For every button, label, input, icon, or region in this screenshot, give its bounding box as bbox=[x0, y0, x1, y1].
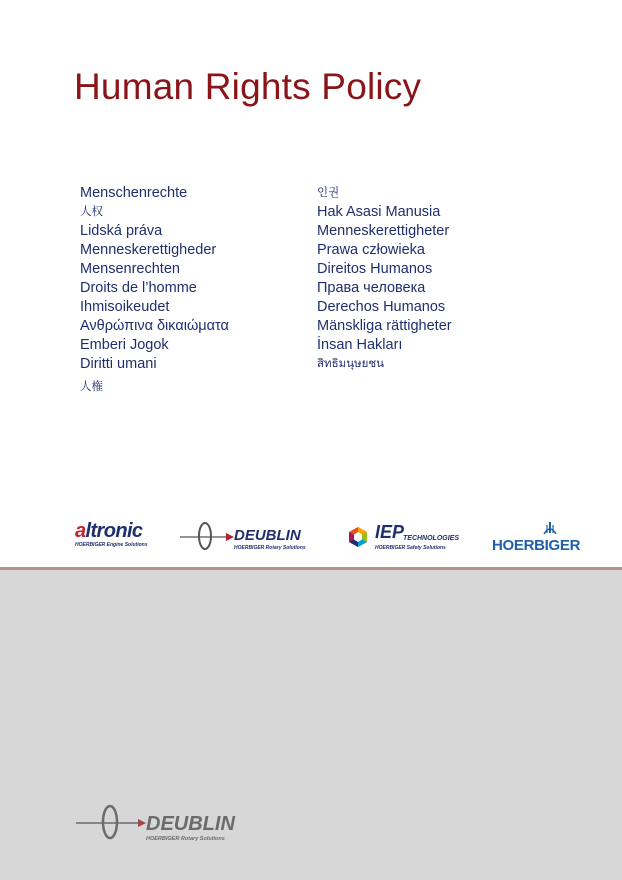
term-item: Menneskerettigheder bbox=[80, 242, 217, 258]
deublin-mark-icon bbox=[180, 518, 234, 554]
term-item: Emberi Jogok bbox=[80, 337, 169, 353]
left-terms-column bbox=[80, 184, 229, 397]
altronic-logo bbox=[75, 520, 148, 548]
term-item: Menschenrechte bbox=[80, 185, 188, 201]
term-item: İnsan Hakları bbox=[317, 337, 403, 353]
page-title: Human Rights Policy bbox=[74, 66, 422, 107]
term-item: Mänskliga rättigheter bbox=[317, 318, 452, 334]
bottom-deublin-name: DEUBLIN bbox=[146, 813, 235, 835]
term-item: Menneskerettigheter bbox=[317, 223, 450, 239]
term-item: Diritti umani bbox=[80, 356, 157, 372]
altronic-logo-initial: a bbox=[75, 520, 86, 542]
iep-logo-name: IEP bbox=[375, 522, 405, 542]
iep-logo-tech: TECHNOLOGIES bbox=[403, 535, 460, 542]
deublin-logo-sub: HOERBIGER Rotary Solutions bbox=[234, 545, 306, 551]
term-item: 人権 bbox=[80, 381, 103, 393]
term-item: Direitos Humanos bbox=[317, 261, 433, 277]
bottom-deublin-mark-icon bbox=[76, 800, 148, 844]
term-item: Droits de l’homme bbox=[80, 280, 197, 296]
term-item: Mensenrechten bbox=[80, 261, 180, 277]
term-item: Prawa człowieka bbox=[317, 242, 425, 258]
term-item: Derechos Humanos bbox=[317, 299, 446, 315]
term-item: Ανθρώπινα δικαιώματα bbox=[80, 318, 229, 334]
iep-hexagon-icon bbox=[347, 526, 369, 548]
term-item: 人权 bbox=[80, 206, 103, 218]
hoerbiger-logo-name: HOERBIGER bbox=[492, 537, 581, 554]
hoerbiger-mark-icon bbox=[542, 520, 558, 536]
right-terms-column bbox=[317, 184, 452, 374]
term-item: Ihmisoikeudet bbox=[80, 299, 170, 315]
brand-logos-row bbox=[0, 518, 622, 558]
bottom-deublin-sub: HOERBIGER Rotary Solutions bbox=[146, 836, 225, 842]
iep-logo-sub: HOERBIGER Safety Solutions bbox=[375, 545, 446, 551]
term-item: สิทธิมนุษยชน bbox=[317, 358, 385, 370]
term-item: Права человека bbox=[317, 280, 426, 296]
deublin-logo-name: DEUBLIN bbox=[234, 527, 301, 544]
term-item: Lidská práva bbox=[80, 223, 163, 239]
altronic-logo-sub: HOERBIGER Engine Solutions bbox=[75, 542, 148, 548]
term-item: 인권 bbox=[317, 187, 340, 199]
term-item: Hak Asasi Manusia bbox=[317, 204, 441, 220]
altronic-logo-name: ltronic bbox=[85, 520, 143, 542]
